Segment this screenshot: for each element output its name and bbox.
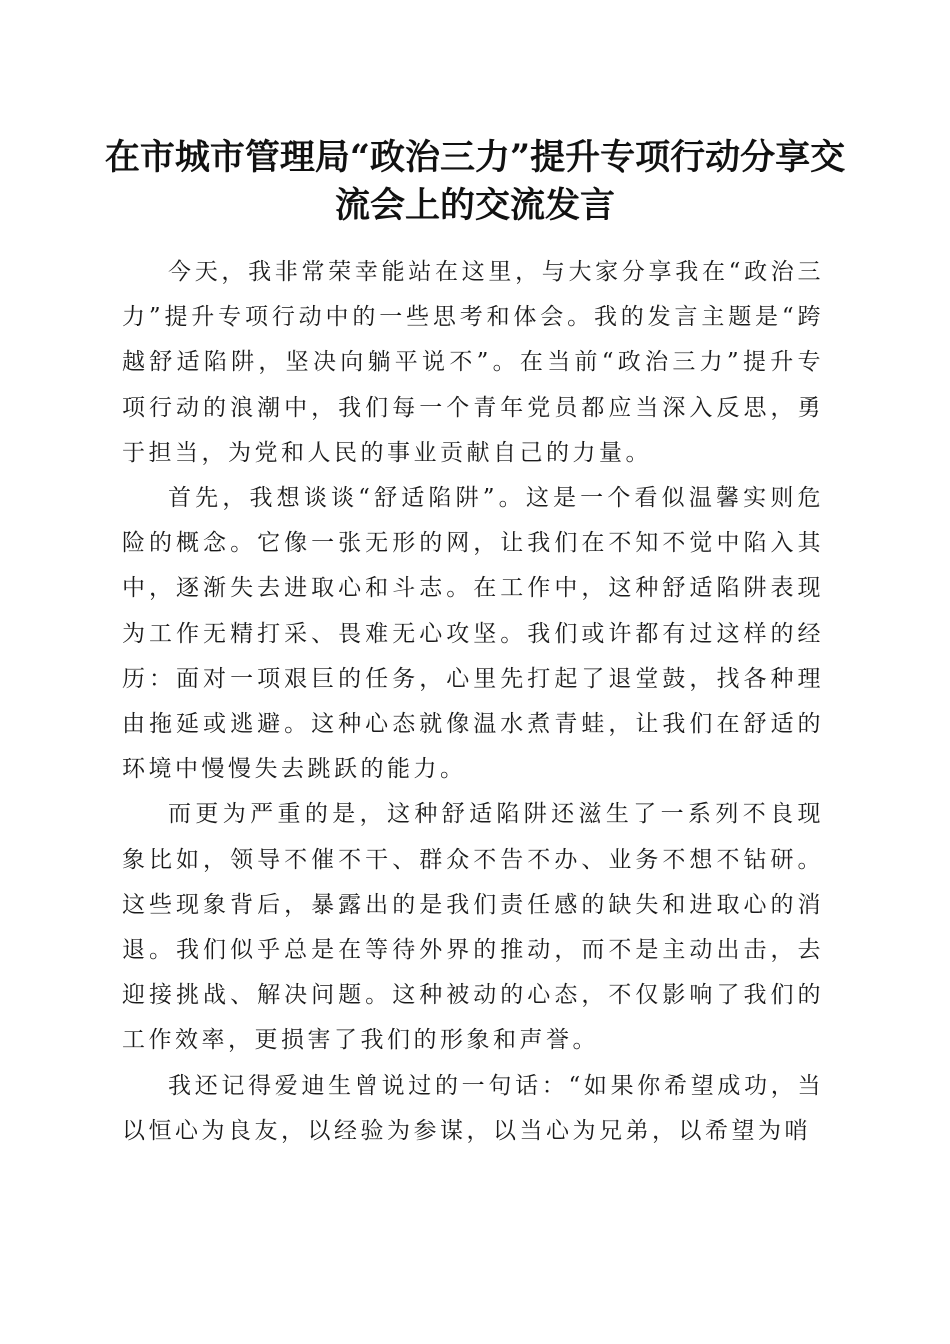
paragraph-4: 我还记得爱迪生曾说过的一句话：“如果你希望成功，当以恒心为良友，以经验为参谋，以当心为兄弟，以希望为哨	[122, 1072, 824, 1144]
document-body	[122, 250, 824, 1154]
document-title: 在市城市管理局“政治三力”提升专项行动分享交流会上的交流发言	[104, 137, 846, 226]
paragraph-1: 今天，我非常荣幸能站在这里，与大家分享我在“政治三力”提升专项行动中的一些思考和体会。我的发言主题是“跨越舒适陷阱，坚决向躺平说不”。在当前“政治三力”提升专项行动的浪潮中，我们每一个青年党员都应当深入反思，勇于担当，为党和人民的事业贡献自己的力量。	[122, 259, 824, 466]
paragraph-2: 首先，我想谈谈“舒适陷阱”。这是一个看似温馨实则危险的概念。它像一张无形的网，让我们在不知不觉中陷入其中，逐渐失去进取心和斗志。在工作中，这种舒适陷阱表现为工作无精打采、畏难无心攻坚。我们或许都有过这样的经历：面对一项艰巨的任务，心里先打起了退堂鼓，找各种理由拖延或逃避。这种心态就像温水煮青蛙，让我们在舒适的环境中慢慢失去跳跃的能力。	[122, 485, 824, 783]
paragraph-3: 而更为严重的是，这种舒适陷阱还滋生了一系列不良现象比如，领导不催不干、群众不告不办、业务不想不钻研。这些现象背后，暴露出的是我们责任感的缺失和进取心的消退。我们似乎总是在等待外界的推动，而不是主动出击，去迎接挑战、解决问题。这种被动的心态，不仅影响了我们的工作效率，更损害了我们的形象和声誉。	[122, 801, 824, 1054]
